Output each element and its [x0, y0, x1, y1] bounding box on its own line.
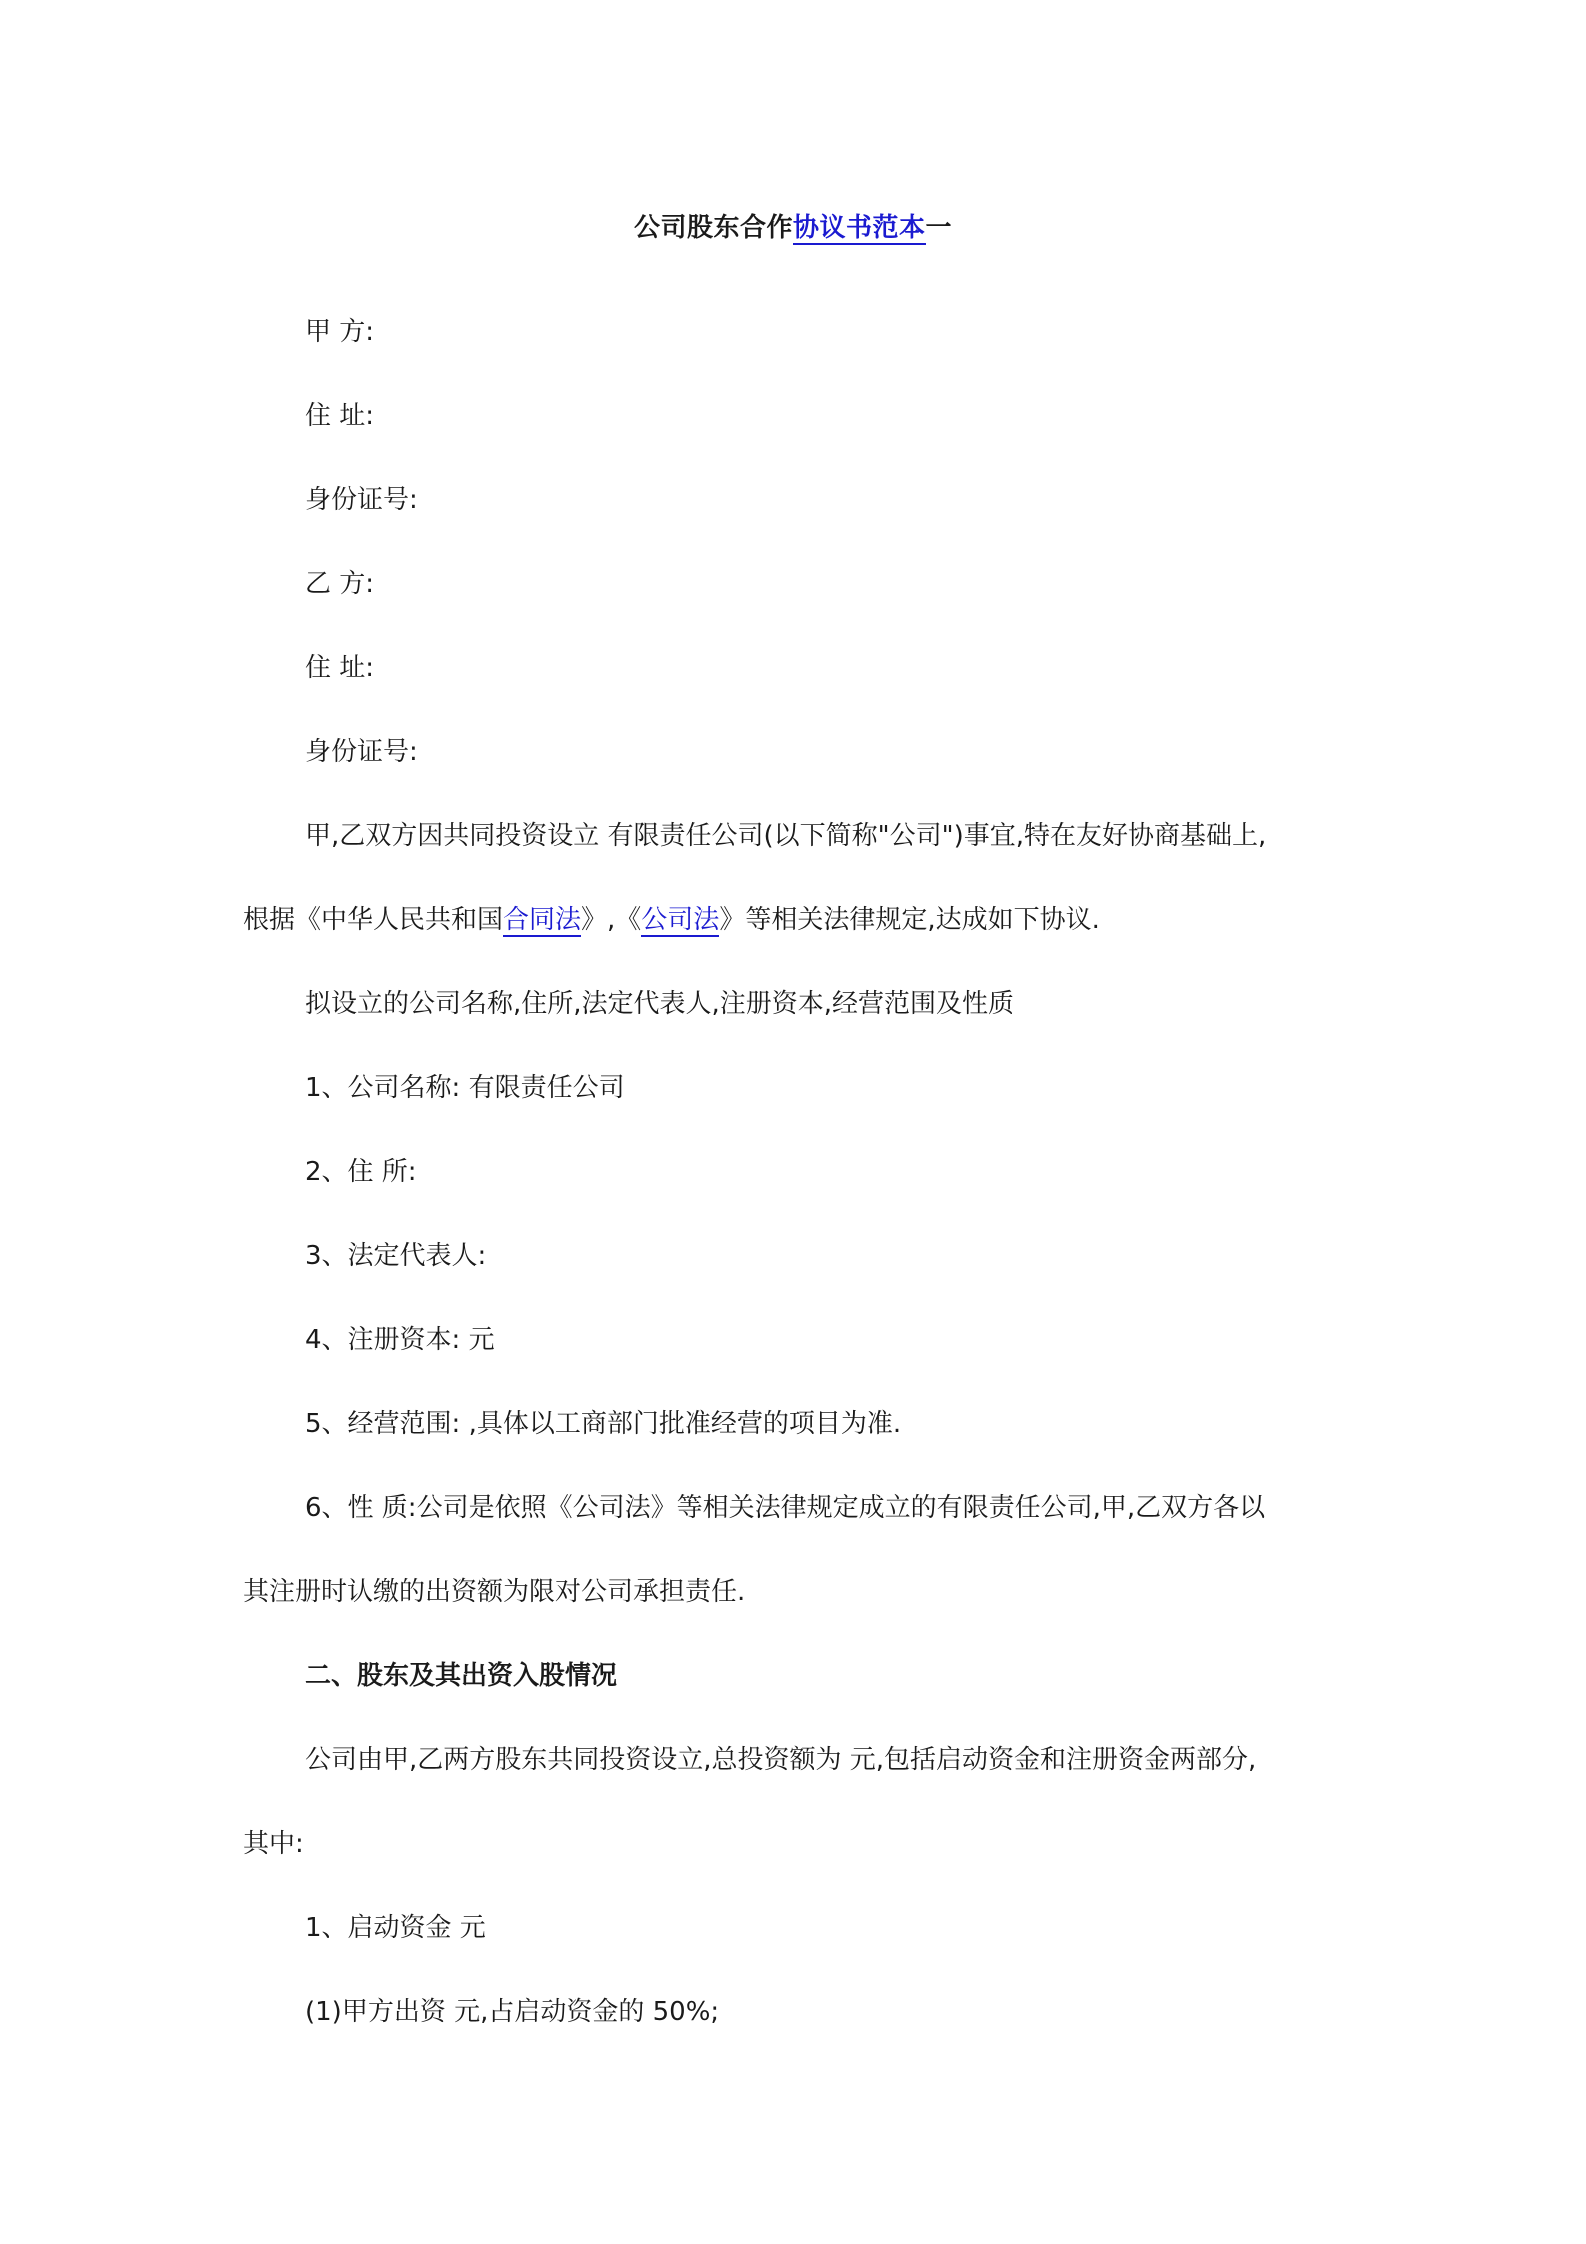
intro-line-2-prefix: 根据《中华人民共和国 — [243, 905, 504, 935]
party-a-address: 住 址: — [305, 401, 375, 431]
document-title — [0, 206, 1586, 250]
section-1-item-2: 2、住 所: — [305, 1157, 417, 1187]
section-2-item-1-sub-1: (1)甲方出资 元,占启动资金的 50%; — [305, 1997, 720, 2027]
intro-line-2-mid: 》,《 — [581, 905, 642, 935]
section-1-item-3: 3、法定代表人: — [305, 1241, 487, 1271]
section-2-para-line-1: 公司由甲,乙两方股东共同投资设立,总投资额为 元,包括启动资金和注册资金两部分, — [305, 1745, 1257, 1775]
section-1-item-4: 4、注册资本: 元 — [305, 1325, 495, 1355]
party-b-id: 身份证号: — [305, 737, 418, 767]
contract-law-link[interactable]: 合同法 — [503, 905, 582, 935]
section-2-heading: 二、股东及其出资入股情况 — [305, 1661, 618, 1691]
intro-line-2-suffix: 》等相关法律规定,达成如下协议. — [719, 905, 1100, 935]
title-prefix: 公司股东合作 — [633, 213, 793, 243]
party-a-id: 身份证号: — [305, 485, 418, 515]
intro-line-2 — [0, 878, 1586, 962]
section-1-item-6-continued: 其注册时认缴的出资额为限对公司承担责任. — [243, 1577, 746, 1607]
party-b-name: 乙 方: — [305, 569, 375, 599]
intro-line-1: 甲,乙双方因共同投资设立 有限责任公司(以下简称"公司")事宜,特在友好协商基础上, — [305, 821, 1267, 851]
section-1-item-1: 1、公司名称: 有限责任公司 — [305, 1073, 625, 1103]
company-law-link[interactable]: 公司法 — [641, 905, 720, 935]
title-link[interactable]: 协议书范本 — [792, 213, 926, 243]
party-b-address: 住 址: — [305, 653, 375, 683]
party-a-name: 甲 方: — [305, 317, 375, 347]
section-1-heading: 拟设立的公司名称,住所,法定代表人,注册资本,经营范围及性质 — [305, 989, 1015, 1019]
title-suffix: 一 — [925, 213, 953, 243]
section-2-para-line-2: 其中: — [243, 1829, 304, 1859]
section-2-item-1: 1、启动资金 元 — [305, 1913, 486, 1943]
section-1-item-6: 6、性 质:公司是依照《公司法》等相关法律规定成立的有限责任公司,甲,乙双方各以 — [305, 1493, 1266, 1523]
section-1-item-5: 5、经营范围: ,具体以工商部门批准经营的项目为准. — [305, 1409, 902, 1439]
